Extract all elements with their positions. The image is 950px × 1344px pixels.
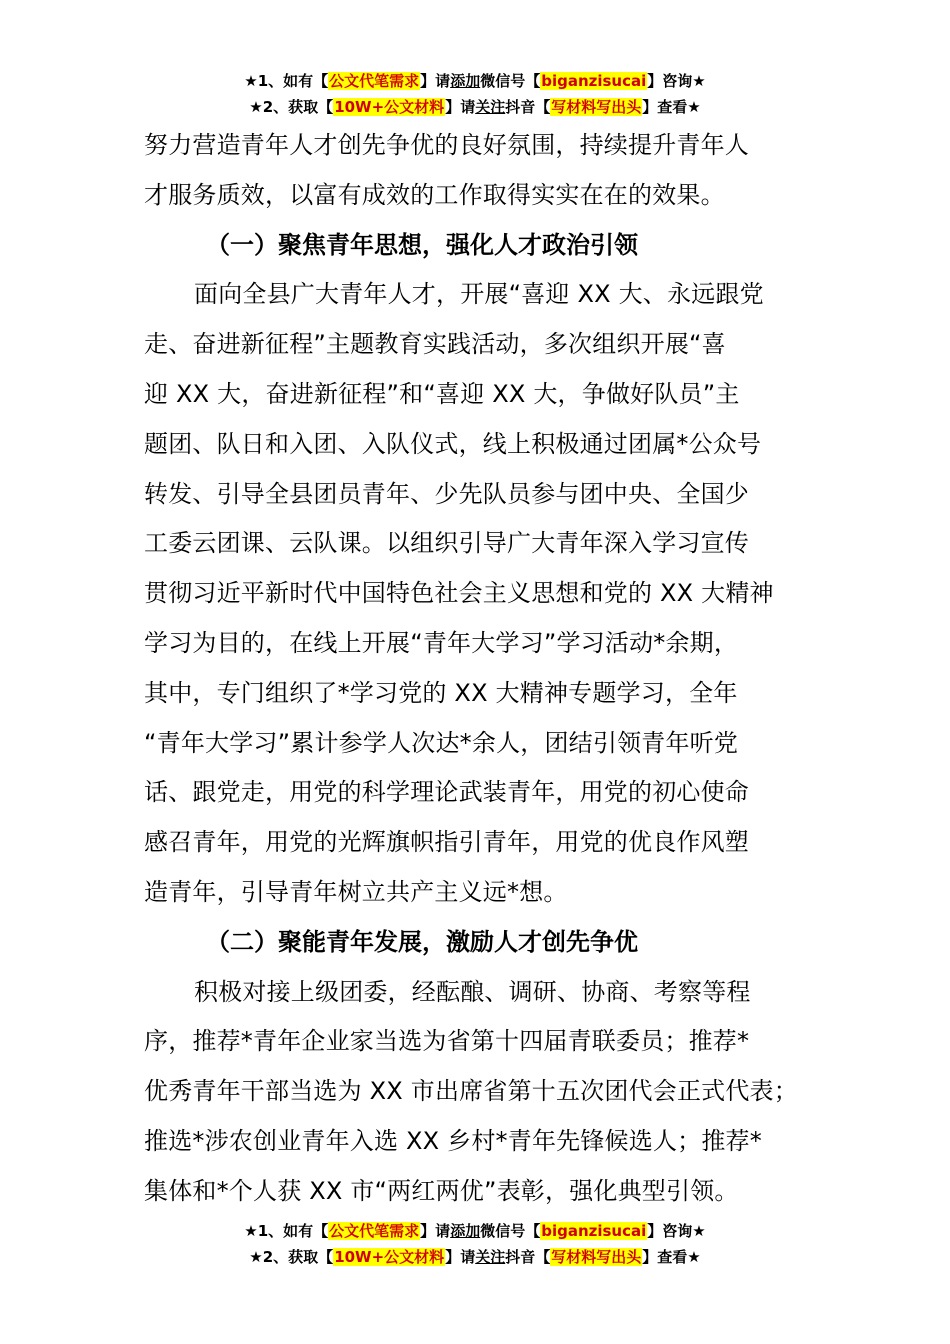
footer-2-mid2: 抖音【 — [505, 1248, 551, 1266]
text-line: 其中，专门组织了*学习党的 XX 大精神专题学习，全年 — [144, 678, 738, 707]
banner-1-highlight-service: 公文代笔需求 — [329, 72, 420, 90]
banner-2-highlight-materials: 10W+公文材料 — [334, 98, 445, 116]
footer-1-highlight-wechat: biganzisucai — [541, 1222, 647, 1240]
footer-1-highlight-service: 公文代笔需求 — [329, 1222, 420, 1240]
footer-1-mid2: 微信号【 — [480, 1222, 541, 1240]
banner-line-2 — [0, 94, 950, 120]
section-1-paragraph — [144, 270, 824, 917]
section-2-paragraph — [144, 968, 824, 1217]
text-line: 积极对接上级团委，经酝酿、调研、协商、考察等程 — [194, 977, 751, 1006]
text-line: 推选*涉农创业青年入选 XX 乡村*青年先锋候选人；推荐* — [144, 1126, 762, 1155]
text-line: 走、奋进新征程”主题教育实践活动，多次组织开展“喜 — [144, 330, 726, 359]
footer-2-suffix: 】查看★ — [642, 1248, 701, 1266]
text-line: 题团、队日和入团、入队仪式，线上积极通过团属*公众号 — [144, 429, 762, 458]
text-line: 工委云团课、云队课。以组织引导广大青年深入学习宣传 — [144, 529, 749, 558]
banner-1-highlight-wechat: biganzisucai — [541, 72, 647, 90]
banner-2-suffix: 】查看★ — [642, 98, 701, 116]
banner-2-underline: 关注 — [475, 98, 506, 116]
text-line: 学习为目的，在线上开展“青年大学习”学习活动*余期， — [144, 628, 739, 657]
document-body — [144, 121, 824, 1217]
text-line: 转发、引导全县团员青年、少先队员参与团中央、全国少 — [144, 479, 749, 508]
banner-2-highlight-douyin: 写材料写出头 — [551, 98, 642, 116]
text-line: 努力营造青年人才创先争优的良好氛围，持续提升青年人 — [144, 131, 749, 159]
section-2-heading: （二）聚能青年发展，激励人才创先争优 — [206, 927, 638, 956]
text-line: 迎 XX 大，奋进新征程”和“喜迎 XX 大，争做好队员”主 — [144, 379, 740, 408]
banner-1-mid2: 微信号【 — [480, 72, 541, 90]
header-banner — [0, 68, 950, 120]
footer-2-underline: 关注 — [475, 1248, 506, 1266]
footer-banner — [0, 1218, 950, 1270]
section-1-heading: （一）聚焦青年思想，强化人才政治引领 — [206, 230, 638, 259]
footer-1-underline: 添加 — [450, 1222, 481, 1240]
footer-1-prefix: ★1、如有【 — [244, 1222, 329, 1240]
text-line: 集体和*个人获 XX 市“两红两优”表彰，强化典型引领。 — [144, 1176, 739, 1205]
text-line: “青年大学习”累计参学人次达*余人，团结引领青年听党 — [144, 728, 739, 757]
text-line: 面向全县广大青年人才，开展“喜迎 XX 大、永远跟党 — [194, 280, 764, 309]
footer-1-mid1: 】请 — [420, 1222, 451, 1240]
text-line: 优秀青年干部当选为 XX 市出席省第十五次团代会正式代表； — [144, 1077, 798, 1106]
footer-1-suffix: 】咨询★ — [647, 1222, 706, 1240]
footer-line-1 — [0, 1218, 950, 1244]
footer-2-mid1: 】请 — [445, 1248, 476, 1266]
text-line: 序，推荐*青年企业家当选为省第十四届青联委员；推荐* — [144, 1027, 750, 1056]
banner-2-mid1: 】请 — [445, 98, 476, 116]
text-line: 造青年，引导青年树立共产主义远*想。 — [144, 877, 568, 906]
banner-1-suffix: 】咨询★ — [647, 72, 706, 90]
banner-1-mid1: 】请 — [420, 72, 451, 90]
banner-1-prefix: ★1、如有【 — [244, 72, 329, 90]
text-line: 才服务质效，以富有成效的工作取得实实在在的效果。 — [144, 180, 725, 209]
footer-2-highlight-materials: 10W+公文材料 — [334, 1248, 445, 1266]
banner-line-1 — [0, 68, 950, 94]
intro-paragraph — [144, 121, 824, 221]
footer-2-highlight-douyin: 写材料写出头 — [551, 1248, 642, 1266]
text-line: 感召青年，用党的光辉旗帜指引青年，用党的优良作风塑 — [144, 828, 749, 857]
text-line: 贯彻习近平新时代中国特色社会主义思想和党的 XX 大精神 — [144, 579, 774, 608]
footer-2-prefix: ★2、获取【 — [249, 1248, 334, 1266]
banner-2-prefix: ★2、获取【 — [249, 98, 334, 116]
text-line: 话、跟党走，用党的科学理论武装青年，用党的初心使命 — [144, 778, 749, 807]
footer-line-2 — [0, 1244, 950, 1270]
banner-1-underline: 添加 — [450, 72, 481, 90]
banner-2-mid2: 抖音【 — [505, 98, 551, 116]
